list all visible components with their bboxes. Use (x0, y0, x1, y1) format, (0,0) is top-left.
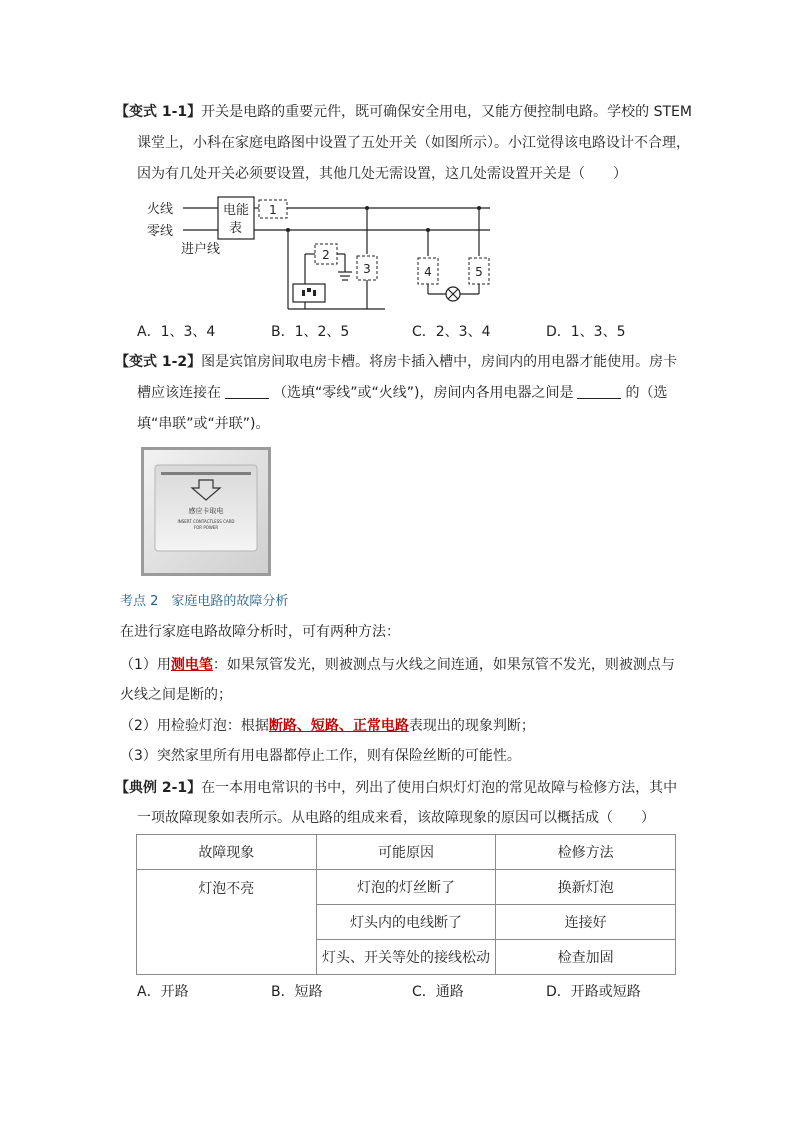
meter-label-1: 电能 (223, 203, 250, 218)
fix-cell: 连接好 (496, 905, 676, 940)
method-1-line2: 火线之间是断的； (120, 687, 232, 703)
switch-label-5: 5 (475, 265, 483, 279)
q1-1-line3: 因为有几处开关必须要设置，其他几处无需设置，这几处需设置开关是（ ） (137, 166, 627, 182)
q1-1-option-d: D．1、3、5 (546, 324, 626, 340)
entry-label: 进户线 (181, 242, 221, 257)
header-fix: 检修方法 (496, 835, 676, 870)
switch-label-4: 4 (424, 265, 432, 279)
q1-1-option-b: B．1、2、5 (271, 324, 350, 340)
highlight-test-pen: 测电笔 (170, 657, 213, 673)
neutral-label: 零线 (147, 224, 174, 239)
ex2-1-line1: 【典例 2-1】在一本用电常识的书中，列出了使用白炽灯灯泡的常见故障与检修方法，其中 (115, 780, 678, 796)
q1-1-option-a: A．1、3、4 (137, 324, 216, 340)
header-symptom: 故障现象 (137, 835, 317, 870)
section-2-title: 考点 2 家庭电路的故障分析 (120, 594, 289, 609)
method-3: （3）突然家里所有用电器都停止工作，则有保险丝断的可能性。 (120, 748, 521, 764)
ex2-1-tag: 【典例 2-1】 (115, 780, 202, 796)
q1-1-line1: 【变式 1-1】开关是电路的重要元件，既可确保安全用电，又能方便控制电路。学校的 STEM (115, 104, 692, 120)
svg-text:INSERT CONTACTLESS CARD: INSERT CONTACTLESS CARD (177, 519, 235, 524)
circuit-diagram (145, 194, 505, 318)
blank-2 (577, 384, 621, 399)
meter-label-2: 表 (229, 221, 243, 236)
blank-1 (225, 384, 269, 399)
fault-table (136, 834, 676, 975)
svg-text:FOR POWER: FOR POWER (193, 525, 219, 530)
section-2-intro: 在进行家庭电路故障分析时，可有两种方法： (120, 624, 400, 640)
ex2-1-option-d: D．开路或短路 (546, 984, 641, 1000)
q1-2-line2: 槽应该连接在 （选填“零线”或“火线”)，房间内各用电器之间是 的（选 (137, 385, 668, 401)
symptom-cell: 灯泡不亮 (137, 870, 317, 975)
socket-symbol (293, 284, 325, 302)
fix-cell: 检查加固 (496, 940, 676, 975)
table-header-row (137, 835, 676, 870)
q1-1-tag: 【变式 1-1】 (115, 104, 202, 120)
ex2-1-line2: 一项故障现象如表所示。从电路的组成来看，该故障现象的原因可以概括成（ ） (137, 810, 655, 826)
svg-text:感应卡取电: 感应卡取电 (188, 507, 224, 515)
method-1-line1: （1）用测电笔：如果氖管发光，则被测点与火线之间连通，如果氖管不发光，则被测点与 (120, 657, 675, 673)
method-2: （2）用检验灯泡：根据断路、短路、正常电路表现出的现象判断； (120, 718, 535, 734)
live-label: 火线 (147, 202, 174, 217)
table-row (137, 870, 676, 905)
cause-cell: 灯泡的灯丝断了 (316, 870, 496, 905)
highlight-circuit-types: 断路、短路、正常电路 (268, 718, 409, 734)
q1-1-line2: 课堂上，小科在家庭电路图中设置了五处开关（如图所示）。小江觉得该电路设计不合理， (137, 135, 690, 151)
ex2-1-option-c: C．通路 (412, 984, 464, 1000)
switch-label-3: 3 (363, 262, 371, 276)
cause-cell: 灯头、开关等处的接线松动 (316, 940, 496, 975)
fix-cell: 换新灯泡 (496, 870, 676, 905)
cause-cell: 灯头内的电线断了 (316, 905, 496, 940)
ex2-1-option-b: B．短路 (271, 984, 323, 1000)
q1-2-line1: 【变式 1-2】图是宾馆房间取电房卡槽。将房卡插入槽中，房间内的用电器才能使用。房卡 (115, 354, 678, 370)
switch-label-2: 2 (322, 248, 330, 262)
card-slot-photo (141, 447, 271, 576)
header-cause: 可能原因 (316, 835, 496, 870)
q1-2-line3: 填“串联”或“并联”)。 (137, 416, 270, 432)
q1-1-option-c: C．2、3、4 (412, 324, 491, 340)
ex2-1-option-a: A．开路 (137, 984, 189, 1000)
switch-label-1: 1 (269, 203, 277, 217)
q1-2-tag: 【变式 1-2】 (115, 354, 202, 370)
